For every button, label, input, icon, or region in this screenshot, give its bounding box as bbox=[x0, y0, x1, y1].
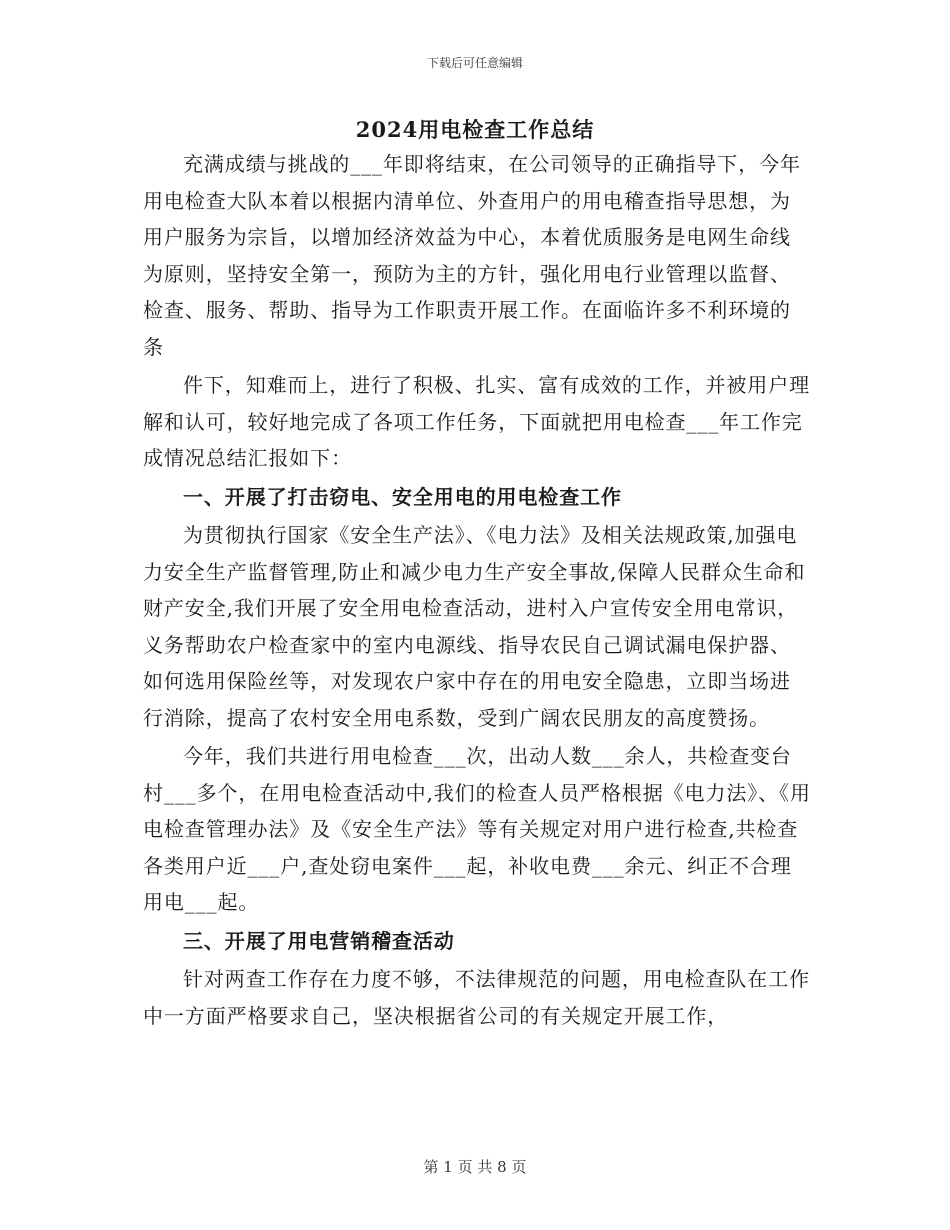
paragraph-intro-continued: 件下，知难而上，进行了积极、扎实、富有成效的工作，并被用户理解和认可，较好地完成了各项工作任务，下面就把用电检查___年工作完成情况总结汇报如下： bbox=[143, 373, 810, 470]
section-heading-1: 一、开展了打击窃电、安全用电的用电检查工作 bbox=[183, 484, 622, 509]
section-heading-3: 三、开展了用电营销稽查活动 bbox=[183, 928, 455, 953]
paragraph-statistics: 今年，我们共进行用电检查___次，出动人数___余人，共检查变台村___多个，在用电检查活动中,我们的检查人员严格根据《电力法》、《用电检查管理办法》及《安全生产法》等有关规定对用户进行检查,共检查各类用户近___户,查处窃电案件___起，补收电费___余元、纠正不合理用电___起。 bbox=[143, 744, 811, 914]
page-footer: 第 1 页 共 8 页 bbox=[423, 1158, 527, 1176]
document-body bbox=[143, 146, 811, 1034]
document-title: 2024用电检查工作总结 bbox=[355, 117, 595, 142]
header-note: 下载后可任意编辑 bbox=[426, 56, 523, 70]
paragraph-intro: 充满成绩与挑战的___年即将结束，在公司领导的正确指导下，今年用电检查大队本着以根据内清单位、外查用户的用电稽查指导思想，为用户服务为宗旨，以增加经济效益为中心，本着优质服务是电网生命线为原则，坚持安全第一，预防为主的方针，强化用电行业管理以监督、检查、服务、帮助、指导为工作职责开展工作。在面临许多不利环境的条 bbox=[143, 152, 801, 359]
paragraph-safety: 为贯彻执行国家《安全生产法》、《电力法》及相关法规政策,加强电力安全生产监督管理,防止和减少电力生产安全事故,保障人民群众生命和财产安全,我们开展了安全用电检查活动，进村入户宣传安全用电常识，义务帮助农户检查家中的室内电源线、指导农民自己调试漏电保护器、如何选用保险丝等，对发现农户家中存在的用电安全隐患，立即当场进行消除，提高了农村安全用电系数，受到广阔农民朋友的高度赞扬。 bbox=[143, 523, 806, 730]
paragraph-audit: 针对两查工作存在力度不够，不法律规范的问题，用电检查队在工作中一方面严格要求自己，坚决根据省公司的有关规定开展工作， bbox=[143, 967, 810, 1028]
